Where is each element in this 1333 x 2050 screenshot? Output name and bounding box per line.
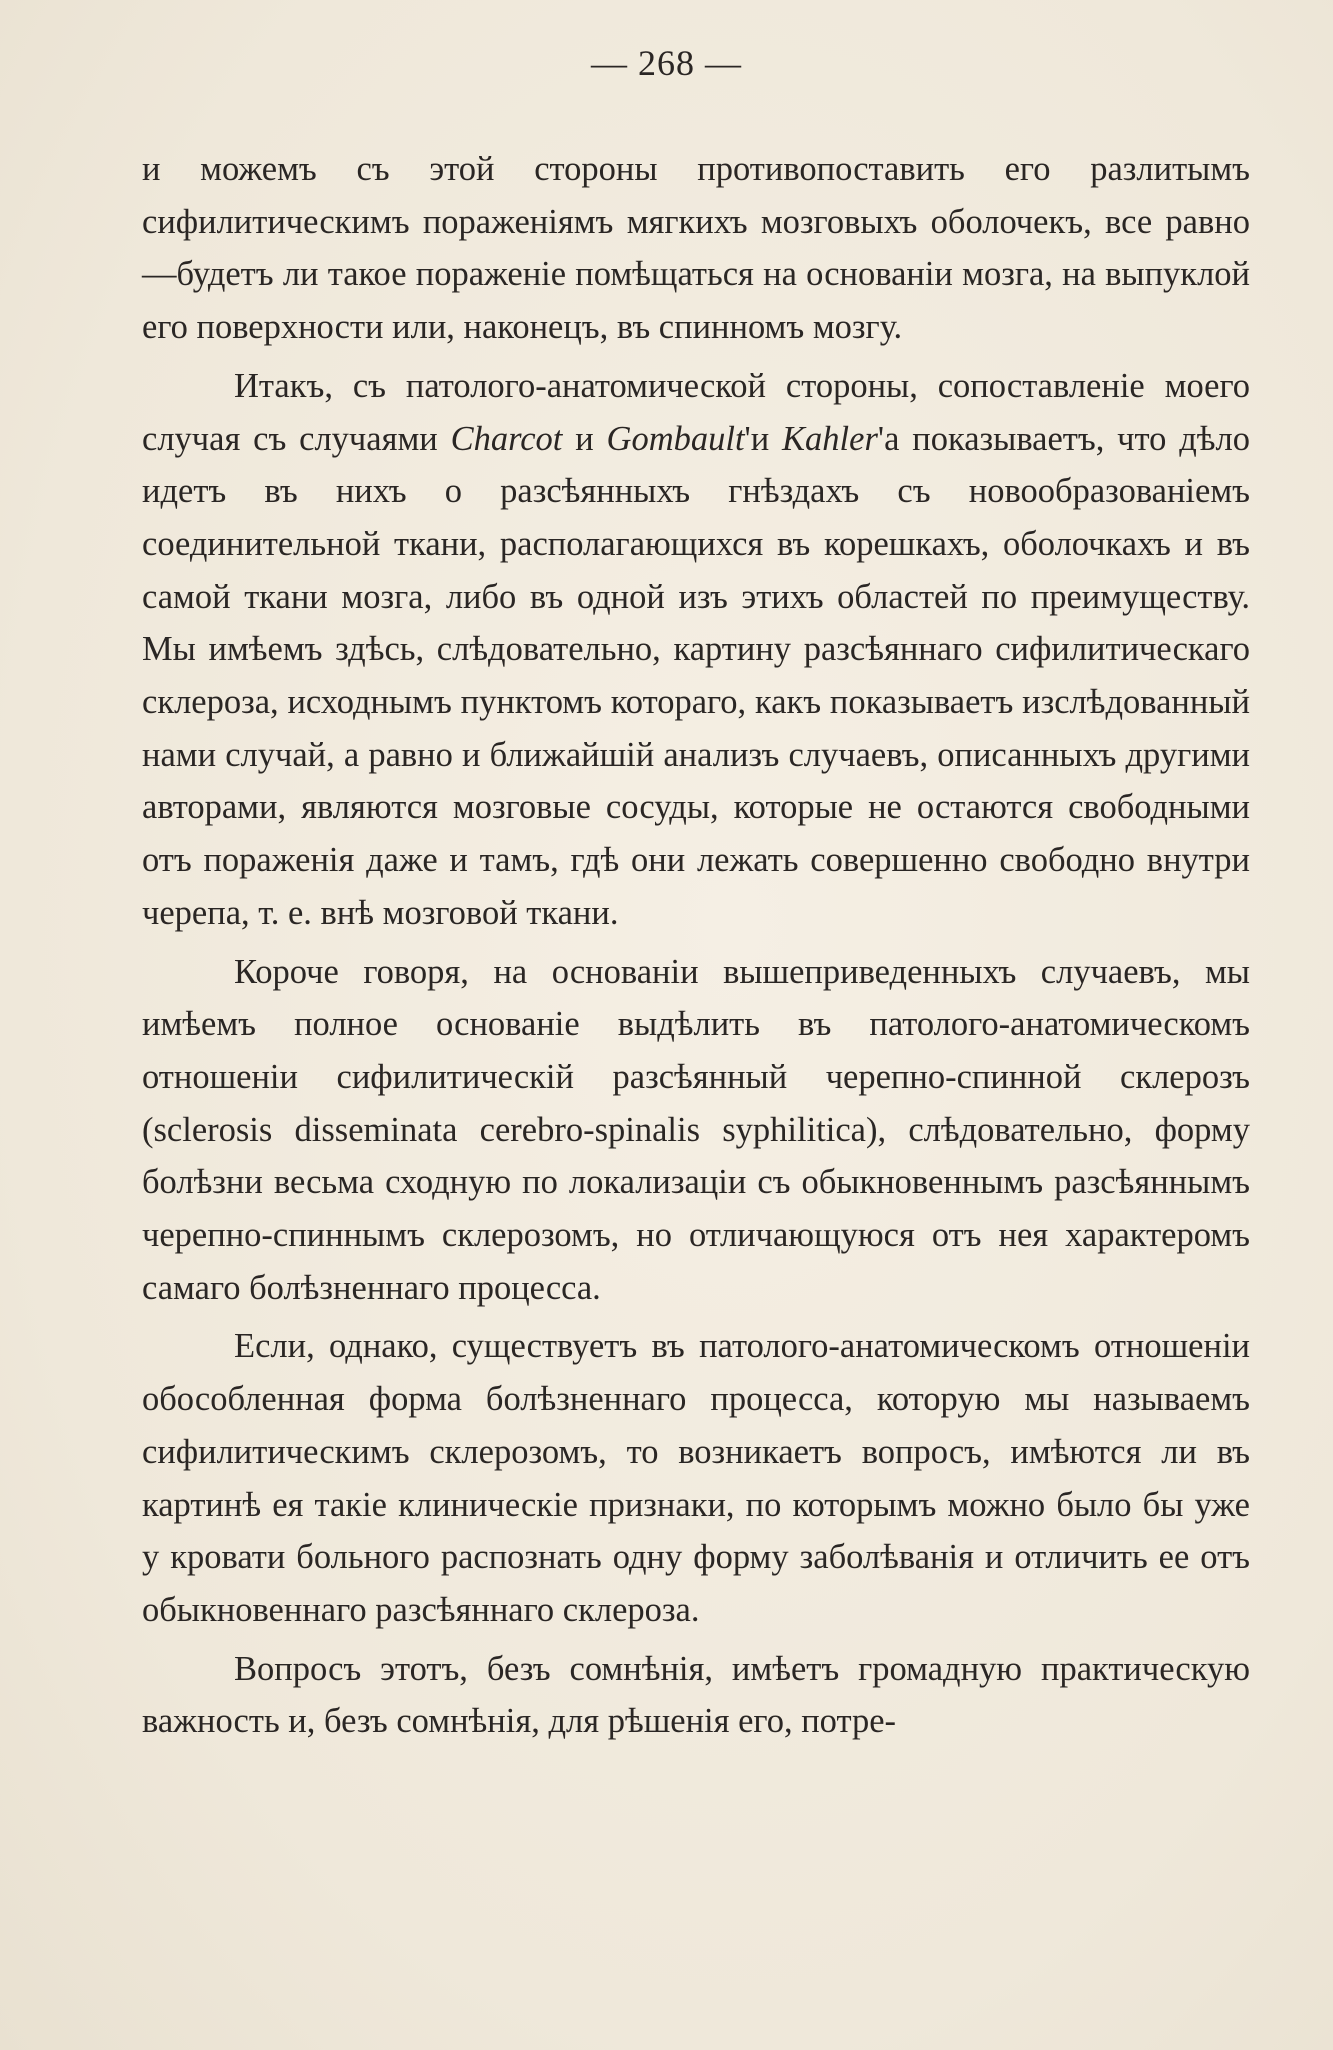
author-gombault: Gombault	[606, 419, 745, 458]
paragraph-5: Вопросъ этотъ, безъ сомнѣнія, имѣетъ громадную практическую важность и, безъ сомнѣнія, для рѣшенія его, потре-	[142, 1649, 1250, 1741]
paragraph-1: и можемъ съ этой стороны противопоставить его разлитымъ сифилитическимъ пораженіямъ мягкихъ мозговыхъ оболочекъ, все равно—будетъ ли такое пораженіе помѣщаться на основаніи мозга, на выпуклой его поверхности или, наконецъ, въ спинномъ мозгу.	[142, 150, 1250, 347]
author-charcot: Charcot	[450, 419, 563, 458]
body-text	[142, 143, 1250, 1748]
paragraph-2-text-b: и	[562, 419, 607, 458]
paragraph-2-text-c: 'и	[744, 419, 783, 458]
paragraph-3: Короче говоря, на основаніи вышеприведенныхъ случаевъ, мы имѣемъ полное основаніе выдѣлить въ патолого-анатомическомъ отношеніи сифилитическій разсѣянный черепно-спинной склерозъ (sclerosis disseminata cerebro-spinalis syphilitica), слѣдовательно, форму болѣзни весьма сходную по локализаціи съ обыкновеннымъ разсѣяннымъ черепно-спиннымъ склерозомъ, но отличающуюся отъ нея характеромъ самаго болѣзненнаго процесса.	[142, 952, 1250, 1307]
paragraph-2	[142, 360, 1250, 940]
paragraph-2-text-a: Итакъ, съ патолого-анатомической стороны, сопоставленіе моего случая съ случаями	[142, 366, 1250, 458]
page-number: — 268 —	[591, 43, 742, 83]
paragraph-2-text-d: 'а показываетъ, что дѣло идетъ въ нихъ о разсѣянныхъ гнѣздахъ съ новообразованіемъ соединительной ткани, располагающихся въ корешкахъ, оболочкахъ и въ самой ткани мозга, либо въ одной изъ этихъ областей по преимуществу. Мы имѣемъ здѣсь, слѣдовательно, картину разсѣяннаго сифилитическаго склероза, исходнымъ пунктомъ котораго, какъ показываетъ изслѣдованный нами случай, а равно и ближайшій анализъ случаевъ, описанныхъ другими авторами, являются мозговые сосуды, которые не остаются свободными отъ пораженія даже и тамъ, гдѣ они лежать совершенно свободно внутри черепа, т. е. внѣ мозговой ткани.	[142, 419, 1250, 932]
paragraph-4: Если, однако, существуетъ въ патолого-анатомическомъ отношеніи обособленная форма болѣзненнаго процесса, которую мы называемъ сифилитическимъ склерозомъ, то возникаетъ вопросъ, имѣются ли въ картинѣ ея такіе клиническіе признаки, по которымъ можно было бы уже у кровати больного распознать одну форму заболѣванія и отличить ее отъ обыкновеннаго разсѣяннаго склероза.	[142, 1327, 1250, 1629]
author-kahler: Kahler	[782, 419, 878, 458]
